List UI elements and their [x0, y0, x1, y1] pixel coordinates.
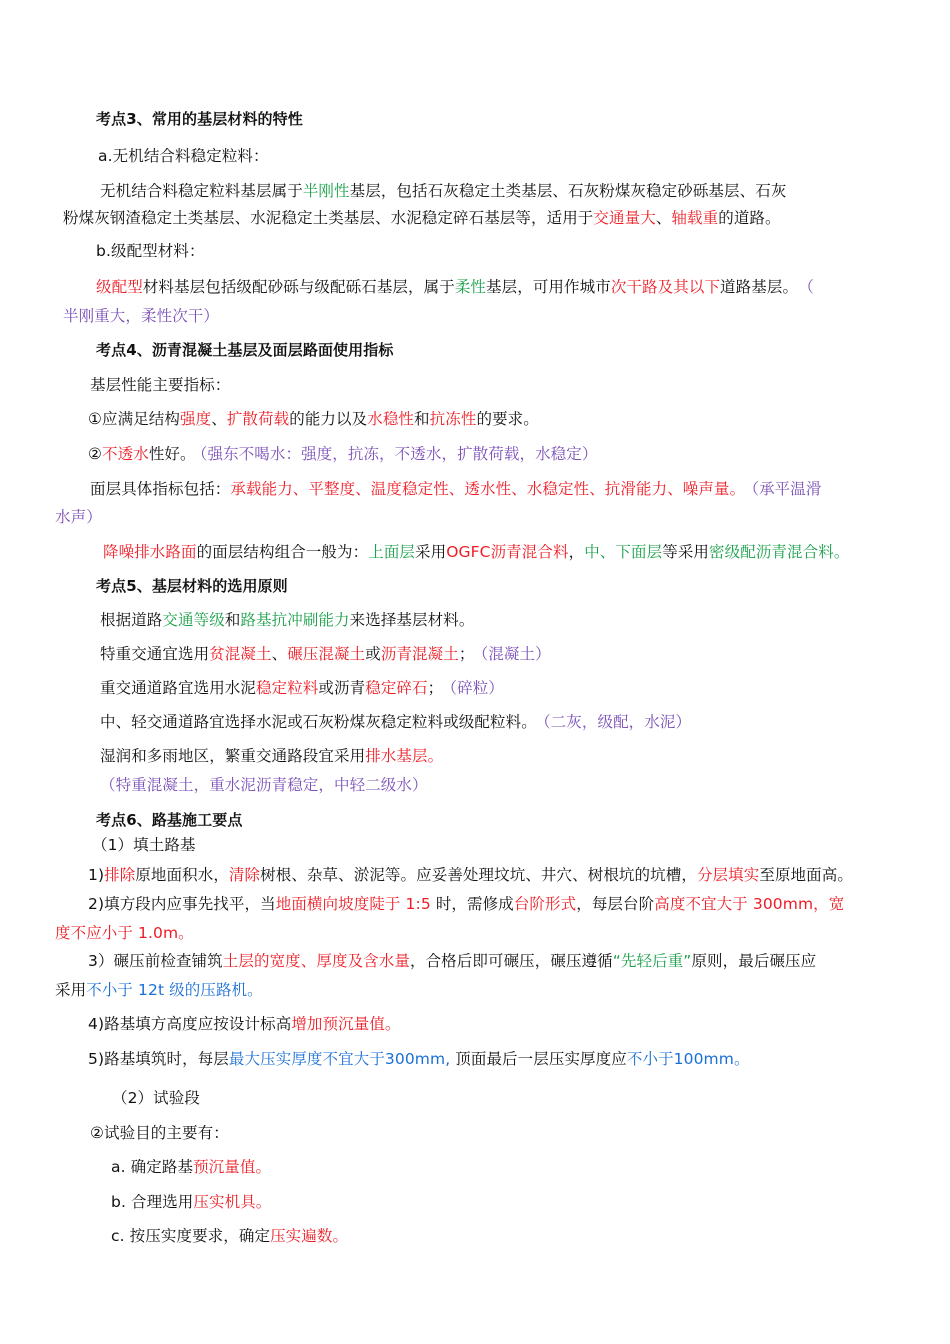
section-3-para-a-line1: 无机结合料稳定粒料基层属于半刚性基层，包括石灰稳定土类基层、石灰粉煤灰稳定砂砾基层、石灰	[100, 182, 787, 200]
section-6-item-2-line2: 度不应小于 1.0m。	[55, 924, 194, 942]
section-5-line-5: 湿润和多雨地区，繁重交通路段宜采用排水基层。	[100, 747, 444, 765]
section-4-surface-line1: 面层具体指标包括：承载能力、平整度、温度稳定性、透水性、水稳定性、抗滑能力、噪声量。 （承平温滑	[90, 480, 822, 498]
section-6-purpose-b: b. 合理选用压实机具。	[111, 1193, 272, 1211]
section-5-line-2: 特重交通宜选用贫混凝土、碾压混凝土或沥青混凝土； （混凝土）	[100, 645, 551, 663]
section-6-purpose-c: c. 按压实度要求，确定压实遍数。	[111, 1227, 349, 1245]
section-3-title: 考点3、常用的基层材料的特性	[96, 110, 303, 128]
section-3-label-a: a.无机结合料稳定粒料：	[98, 147, 269, 165]
section-6-item-3-line2: 采用不小于 12t 级的压路机。	[55, 981, 263, 999]
section-6-sub-2: （2）试验段	[112, 1089, 200, 1107]
section-3-mnemonic: 半刚重大，柔性次干）	[63, 307, 220, 325]
section-6-item-2-line1: 2)填方段内应事先找平，当地面横向坡度陡于 1:5 时，需修成台阶形式，每层台阶高度不宜大于 300mm，宽	[88, 895, 845, 913]
section-6-title: 考点6、路基施工要点	[96, 811, 243, 829]
section-5-mnemonic: （特重混凝土，重水泥沥青稳定，中轻二级水）	[100, 776, 428, 794]
section-6-purpose-a: a. 确定路基预沉量值。	[111, 1158, 272, 1176]
section-3-label-b: b.级配型材料：	[96, 242, 205, 260]
section-4-intro: 基层性能主要指标：	[90, 376, 231, 394]
section-6-item-3-line1: 3）碾压前检查铺筑土层的宽度、厚度及含水量，合格后即可碾压，碾压遵循“先轻后重”原则，最后碾压应	[88, 952, 817, 970]
section-4-item-2: ②不透水性好。 （强东不喝水：强度，抗冻，不透水，扩散荷载，水稳定）	[88, 445, 598, 463]
section-6-item-4: 4)路基填方高度应按设计标高增加预沉量值。	[88, 1015, 401, 1033]
section-3-para-b-line1: 级配型材料基层包括级配砂砾与级配砾石基层，属于柔性基层，可用作城市次干路及其以下道路基层。 （	[96, 278, 814, 296]
section-6-item-1: 1)排除原地面积水，清除树根、杂草、淤泥等。应妥善处理坟坑、井穴、树根坑的坑槽，分层填实至原地面高。	[88, 866, 853, 884]
section-4-title: 考点4、沥青混凝土基层及面层路面使用指标	[96, 341, 394, 359]
section-6-purpose: ②试验目的主要有：	[90, 1124, 229, 1142]
section-6-sub-1: （1）填土路基	[92, 836, 196, 854]
section-5-line-4: 中、轻交通道路宜选择水泥或石灰粉煤灰稳定粒料或级配粒料。 （二灰，级配，水泥）	[100, 713, 692, 731]
section-6-item-5: 5)路基填筑时，每层最大压实厚度不宜大于300mm, 顶面最后一层压实厚度应不小于100mm。	[88, 1050, 750, 1068]
section-3-para-a-line2: 粉煤灰钢渣稳定土类基层、水泥稳定土类基层、水泥稳定碎石基层等，适用于交通量大、轴载重的道路。	[63, 209, 781, 227]
section-4-item-1: ①应满足结构强度、扩散荷载的能力以及水稳性和抗冻性的要求。	[88, 410, 539, 428]
section-5-title: 考点5、基层材料的选用原则	[96, 577, 288, 595]
section-4-noise-line: 降噪排水路面的面层结构组合一般为：上面层采用OGFC沥青混合料，中、下面层等采用密级配沥青混合料。	[103, 543, 850, 561]
section-4-surface-mnemonic: 水声）	[55, 508, 102, 526]
section-5-line-1: 根据道路交通等级和路基抗冲刷能力来选择基层材料。	[100, 611, 475, 629]
section-5-line-3: 重交通道路宜选用水泥稳定粒料或沥青稳定碎石； （碎粒）	[100, 679, 504, 697]
